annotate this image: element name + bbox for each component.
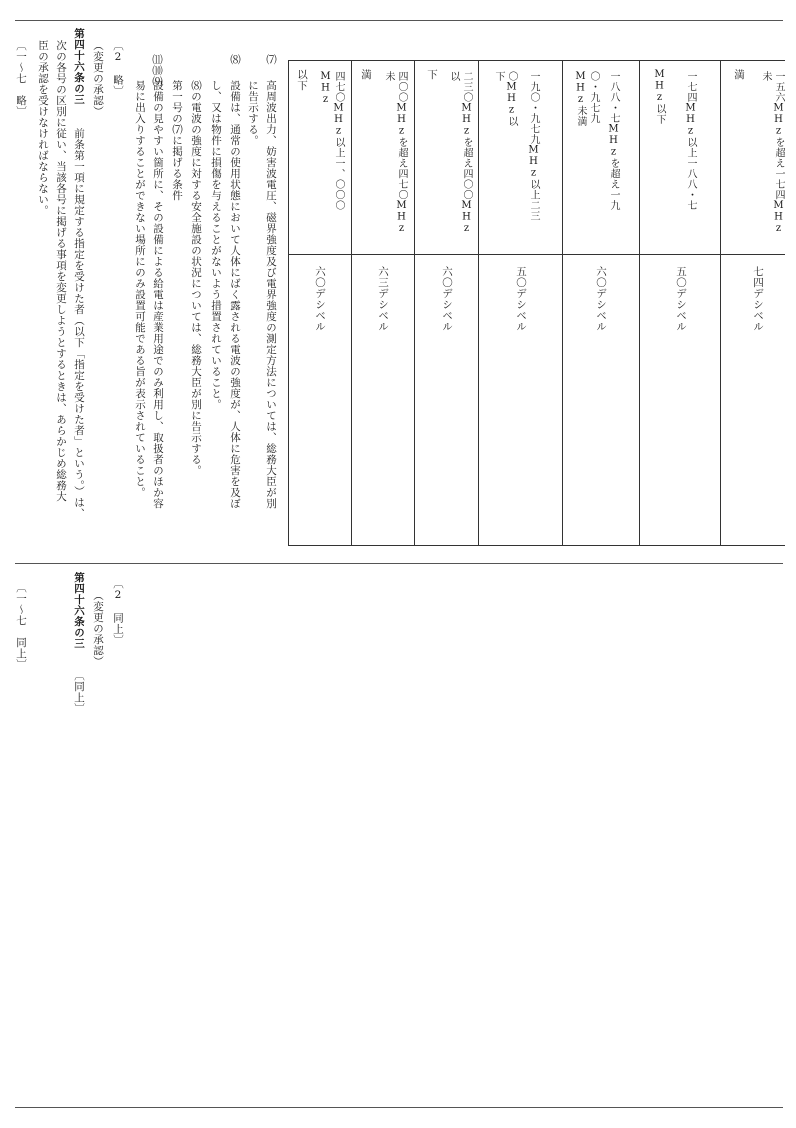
- upper-article-title: 第四十六条の三: [73, 28, 85, 105]
- table-freq-cell: 一五六MHzを超え一七四MHz未: [760, 71, 784, 235]
- table-value-cell: 七四デシベル: [752, 266, 764, 332]
- item10-line2: 易に出入りすることができない場所にのみ設置可能である旨が表示されていること。: [134, 80, 146, 498]
- item8a-line2: し、又は物件に損傷を与えることがないよう措置されていること。: [210, 80, 222, 410]
- table-value-cell: 六〇デシベル: [441, 266, 453, 332]
- upper-article-line3: 臣の承認を受けなければならない。: [37, 40, 49, 216]
- item8a-line1: 設備は、通常の使用状態において人体にばく露される電波の強度が、人体に危害を及ぼ: [229, 80, 241, 509]
- table-col-line: [351, 61, 352, 545]
- table-value-cell: 五〇デシベル: [515, 266, 527, 332]
- table-value-cell: 五〇デシベル: [675, 266, 687, 332]
- table-col-line: [414, 61, 415, 545]
- table-freq-tail: 〇・九七九MHz未満: [575, 71, 599, 127]
- item8b: ⑻の電波の強度に対する安全施設の状況については、総務大臣が別に告示する。: [190, 80, 202, 476]
- item-labels-11-10-9: ⑾⑽⑼: [151, 54, 163, 87]
- table-value-cell: 六三デシベル: [377, 266, 389, 332]
- frequency-limit-table: [288, 60, 785, 546]
- item7-line1: 高周波出力、妨害波電圧、磁界強度及び電界強度の測定方法については、総務大臣が別: [265, 80, 277, 509]
- lower-article-end: 〔一～七 同上〕: [15, 582, 27, 670]
- table-freq-tail: 満: [360, 69, 372, 80]
- upper-article-line1: 前条第一項に規定する指定を受けた者（以下「指定を受けた者」という。）は、: [73, 128, 85, 519]
- table-col-line: [562, 61, 563, 545]
- table-freq-tail: 〇MHz以下: [493, 71, 517, 127]
- middle-rule: [15, 563, 783, 564]
- lower-article-same: 〔同上〕: [73, 670, 85, 714]
- table-row-divider: [289, 254, 785, 255]
- table-freq-cell: 一七四MHz以上一八八・七: [685, 71, 696, 211]
- table-freq-cell: 二三〇MHzを超え四〇〇MHz以: [448, 71, 472, 235]
- table-col-line: [478, 61, 479, 545]
- item9: 第一号の⑺に掲げる条件: [171, 80, 183, 201]
- table-freq-tail: 満: [733, 69, 745, 80]
- table-freq-tail: 下: [426, 69, 438, 80]
- upper-article-line2: 次の各号の区別に従い、当該各号に掲げる事項を変更しようとするときは、あらかじめ総務大: [55, 40, 67, 502]
- upper-article-end: 〔一～七 略〕: [15, 40, 27, 117]
- table-freq-cell: 一九〇・九七九MHz以上二三: [528, 71, 539, 221]
- table-freq-cell: 四〇〇MHzを超え四七〇MHz未: [383, 71, 407, 235]
- table-col-line: [639, 61, 640, 545]
- table-value-cell: 六〇デシベル: [595, 266, 607, 332]
- table-freq-cell: 一八八・七MHzを超え一九: [608, 71, 619, 211]
- item8a-label: ⑻: [229, 54, 241, 65]
- lower-article-title: 第四十六条の三: [73, 572, 85, 649]
- upper-item2: 〔2 略〕: [112, 40, 124, 97]
- lower-heading-note: （変更の承認）: [92, 590, 104, 667]
- bottom-rule: [15, 1107, 783, 1108]
- table-value-cell: 六〇デシベル: [314, 266, 326, 332]
- item10-line1: 設備の見やすい箇所に、その設備による給電は産業用途でのみ利用し、取扱者のほか容: [152, 80, 164, 509]
- table-col-line: [720, 61, 721, 545]
- table-freq-tail: MHz以下: [654, 69, 665, 125]
- upper-heading-note: （変更の承認）: [92, 40, 104, 117]
- item7-line2: に告示する。: [247, 80, 259, 146]
- item7-label: ⑺: [265, 54, 277, 65]
- table-freq-cell: 四七〇MHz以上一、〇〇〇MHz: [320, 71, 344, 211]
- top-rule: [15, 20, 783, 21]
- table-freq-tail: 以下: [296, 69, 308, 91]
- lower-item2: 〔2 同上〕: [112, 578, 124, 646]
